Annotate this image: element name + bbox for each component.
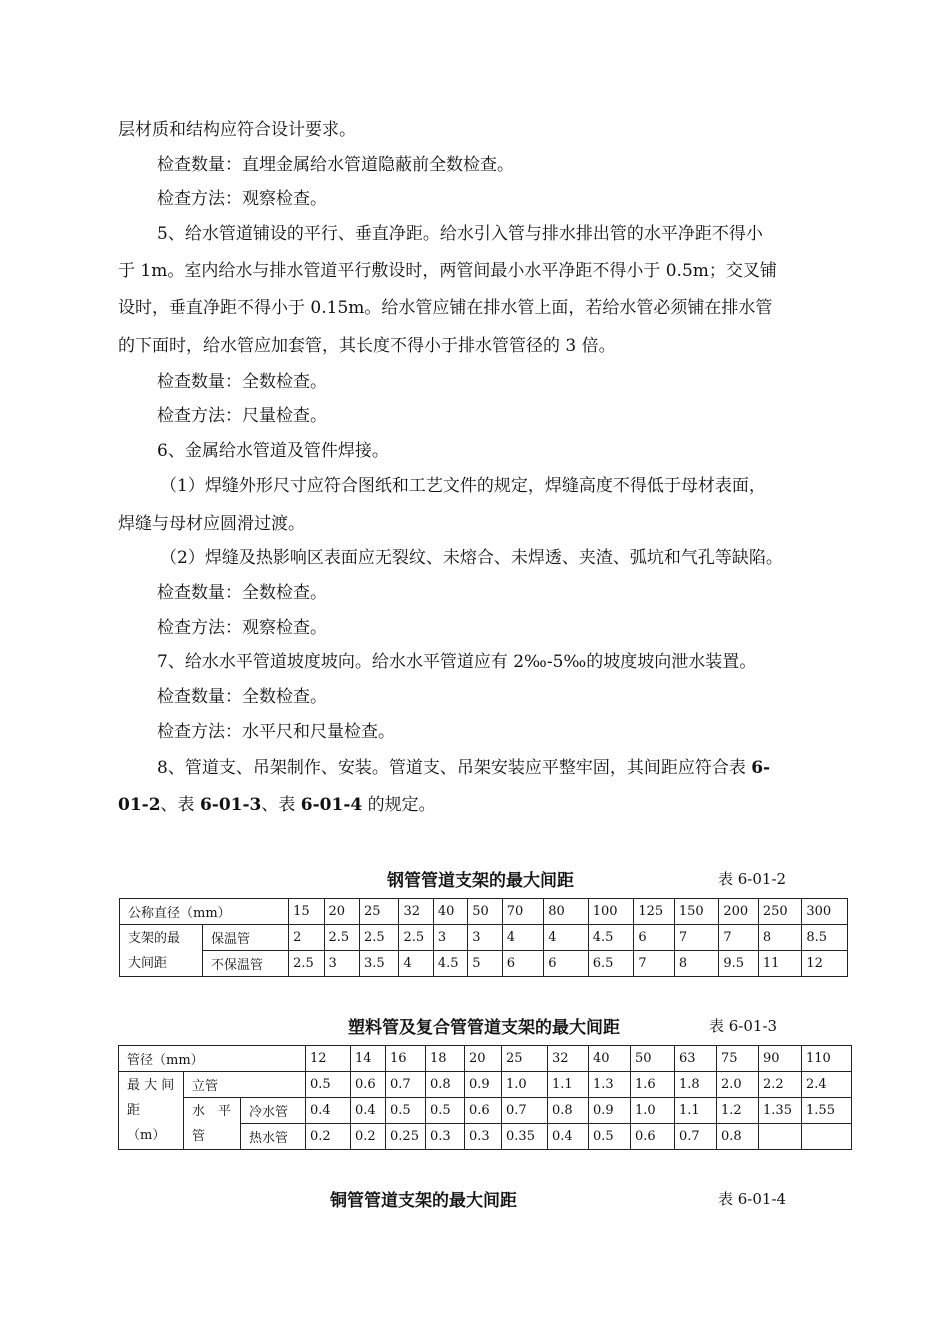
value-cell: 0.5 bbox=[386, 1098, 426, 1124]
paragraph-line: 焊缝与母材应圆滑过渡。 bbox=[118, 514, 305, 534]
value-cell: 4.5 bbox=[588, 925, 634, 951]
size-cell: 32 bbox=[548, 1046, 589, 1072]
paragraph-text: 8、管道支、吊架制作、安装。管道支、吊架安装应平整牢固，其间距应符合表 bbox=[157, 758, 752, 778]
size-cell: 25 bbox=[502, 1046, 548, 1072]
value-cell: 1.1 bbox=[675, 1098, 717, 1124]
row-subgroup-label bbox=[184, 1098, 241, 1150]
value-cell: 4 bbox=[399, 951, 433, 977]
size-cell: 14 bbox=[351, 1046, 386, 1072]
table-number: 表 6-01-4 bbox=[718, 1190, 787, 1208]
value-cell: 6 bbox=[502, 951, 544, 977]
value-cell: 5 bbox=[468, 951, 502, 977]
paragraph-line: 7、给水水平管道坡度坡向。给水水平管道应有 2‰-5‰的坡度坡向泄水装置。 bbox=[157, 652, 757, 672]
value-cell: 2.5 bbox=[289, 951, 324, 977]
value-cell: 0.2 bbox=[306, 1124, 351, 1150]
table-row bbox=[120, 925, 848, 951]
value-cell: 1.6 bbox=[631, 1072, 675, 1098]
value-cell: 1.3 bbox=[589, 1072, 631, 1098]
value-cell: 2.0 bbox=[717, 1072, 759, 1098]
paragraph-line: 检查方法：观察检查。 bbox=[157, 618, 327, 638]
value-cell: 0.25 bbox=[386, 1124, 426, 1150]
value-cell: 2.5 bbox=[399, 925, 433, 951]
value-cell: 3.5 bbox=[359, 951, 398, 977]
value-cell: 4.5 bbox=[433, 951, 467, 977]
value-cell: 2.2 bbox=[759, 1072, 802, 1098]
value-cell: 0.6 bbox=[465, 1098, 502, 1124]
row-group-label-line: 支架的最 bbox=[128, 930, 181, 946]
paragraph-line: 检查数量：全数检查。 bbox=[157, 687, 327, 707]
value-cell: 8 bbox=[674, 951, 719, 977]
row-group-label-line: 距 bbox=[127, 1103, 141, 1118]
value-cell: 2.4 bbox=[802, 1072, 852, 1098]
value-cell: 4 bbox=[544, 925, 589, 951]
table-caption: 钢管管道支架的最大间距 bbox=[387, 871, 574, 891]
paragraph-line: 检查方法：水平尺和尺量检查。 bbox=[157, 722, 395, 742]
row-label: 立管 bbox=[184, 1072, 306, 1098]
paragraph-line: 设时，垂直净距不得小于 0.15m。给水管应铺在排水管上面，若给水管必须铺在排水管 bbox=[118, 298, 773, 318]
paragraph-line: 层材质和结构应符合设计要求。 bbox=[118, 120, 356, 140]
size-cell: 80 bbox=[544, 899, 589, 925]
value-cell: 3 bbox=[324, 951, 359, 977]
row-group-label-line: 最 大 间 bbox=[127, 1078, 175, 1093]
size-cell: 18 bbox=[426, 1046, 465, 1072]
row-label: 保温管 bbox=[203, 925, 289, 951]
value-cell: 6 bbox=[544, 951, 589, 977]
value-cell: 0.5 bbox=[426, 1098, 465, 1124]
paragraph-text: 的规定。 bbox=[362, 795, 436, 815]
row-group-label-line: （m） bbox=[127, 1128, 166, 1143]
row-group-label bbox=[119, 1072, 184, 1150]
value-cell bbox=[759, 1124, 802, 1150]
value-cell: 1.35 bbox=[759, 1098, 802, 1124]
size-cell: 20 bbox=[465, 1046, 502, 1072]
row-subgroup-label-line: 管 bbox=[192, 1128, 206, 1144]
row-group-label-line: 大间距 bbox=[128, 955, 168, 971]
value-cell: 0.6 bbox=[631, 1124, 675, 1150]
size-cell: 25 bbox=[359, 899, 398, 925]
paragraph-line: 检查数量：全数检查。 bbox=[157, 372, 327, 392]
value-cell bbox=[802, 1124, 852, 1150]
size-cell: 12 bbox=[306, 1046, 351, 1072]
table-header-label: 公称直径（mm） bbox=[120, 899, 289, 925]
table-ref: 6-01-3 bbox=[199, 795, 262, 815]
size-cell: 40 bbox=[433, 899, 467, 925]
value-cell: 0.5 bbox=[589, 1124, 631, 1150]
value-cell: 7 bbox=[674, 925, 719, 951]
paragraph-line: 于 1m。室内给水与排水管道平行敷设时，两管间最小水平净距不得小于 0.5m；交叉铺 bbox=[118, 261, 777, 281]
value-cell: 1.8 bbox=[675, 1072, 717, 1098]
value-cell: 0.7 bbox=[675, 1124, 717, 1150]
size-cell: 150 bbox=[674, 899, 719, 925]
value-cell: 0.5 bbox=[306, 1072, 351, 1098]
size-cell: 70 bbox=[502, 899, 544, 925]
row-label: 热水管 bbox=[241, 1124, 306, 1150]
value-cell: 0.9 bbox=[589, 1098, 631, 1124]
paragraph-line: 的下面时，给水管应加套管，其长度不得小于排水管管径的 3 倍。 bbox=[118, 336, 616, 356]
table-ref: 6-01-4 bbox=[300, 795, 363, 815]
value-cell: 3 bbox=[468, 925, 502, 951]
table-row bbox=[119, 1098, 852, 1124]
size-cell: 40 bbox=[589, 1046, 631, 1072]
table-ref: 01-2 bbox=[118, 795, 161, 815]
value-cell: 6.5 bbox=[588, 951, 634, 977]
value-cell: 2 bbox=[289, 925, 324, 951]
paragraph-line: 检查数量：全数检查。 bbox=[157, 583, 327, 603]
table-caption: 塑料管及复合管管道支架的最大间距 bbox=[348, 1018, 620, 1038]
paragraph-line: 6、金属给水管道及管件焊接。 bbox=[157, 441, 389, 461]
table-number: 表 6-01-2 bbox=[718, 870, 787, 888]
value-cell: 0.8 bbox=[426, 1072, 465, 1098]
value-cell: 0.7 bbox=[502, 1098, 548, 1124]
size-cell: 75 bbox=[717, 1046, 759, 1072]
value-cell: 4 bbox=[502, 925, 544, 951]
size-cell: 110 bbox=[802, 1046, 852, 1072]
paragraph-line: 检查数量：直埋金属给水管道隐蔽前全数检查。 bbox=[157, 155, 514, 175]
row-group-label bbox=[120, 925, 203, 977]
table-row bbox=[119, 1072, 852, 1098]
value-cell: 0.4 bbox=[306, 1098, 351, 1124]
value-cell: 2.5 bbox=[324, 925, 359, 951]
size-cell: 125 bbox=[634, 899, 675, 925]
size-cell: 100 bbox=[588, 899, 634, 925]
row-subgroup-label-line: 水 平 bbox=[192, 1103, 232, 1119]
value-cell: 0.35 bbox=[502, 1124, 548, 1150]
value-cell: 0.4 bbox=[351, 1098, 386, 1124]
paragraph-line: 检查方法：观察检查。 bbox=[157, 189, 327, 209]
value-cell: 7 bbox=[719, 925, 758, 951]
size-cell: 300 bbox=[802, 899, 848, 925]
value-cell: 1.55 bbox=[802, 1098, 852, 1124]
table-row bbox=[119, 1046, 852, 1072]
size-cell: 50 bbox=[468, 899, 502, 925]
value-cell: 0.4 bbox=[548, 1124, 589, 1150]
paragraph-line: 5、给水管道铺设的平行、垂直净距。给水引入管与排水排出管的水平净距不得小 bbox=[157, 224, 763, 244]
value-cell: 1.0 bbox=[631, 1098, 675, 1124]
value-cell: 1.1 bbox=[548, 1072, 589, 1098]
paragraph-text: 、表 bbox=[261, 795, 301, 815]
plastic-pipe-support-table bbox=[118, 1045, 852, 1150]
value-cell: 3 bbox=[433, 925, 467, 951]
table-row bbox=[120, 951, 848, 977]
size-cell: 20 bbox=[324, 899, 359, 925]
steel-pipe-support-table bbox=[119, 898, 848, 977]
paragraph-text: 、表 bbox=[160, 795, 200, 815]
value-cell: 0.8 bbox=[717, 1124, 759, 1150]
value-cell: 0.2 bbox=[351, 1124, 386, 1150]
size-cell: 90 bbox=[759, 1046, 802, 1072]
paragraph-line: （1）焊缝外形尺寸应符合图纸和工艺文件的规定，焊缝高度不得低于母材表面， bbox=[160, 476, 766, 496]
table-number: 表 6-01-3 bbox=[709, 1017, 778, 1035]
row-label: 不保温管 bbox=[203, 951, 289, 977]
size-cell: 15 bbox=[289, 899, 324, 925]
value-cell: 7 bbox=[634, 951, 675, 977]
value-cell: 6 bbox=[634, 925, 675, 951]
paragraph-line: （2）焊缝及热影响区表面应无裂纹、未熔合、未焊透、夹渣、弧坑和气孔等缺陷。 bbox=[160, 548, 783, 568]
size-cell: 200 bbox=[719, 899, 758, 925]
size-cell: 63 bbox=[675, 1046, 717, 1072]
size-cell: 50 bbox=[631, 1046, 675, 1072]
size-cell: 16 bbox=[386, 1046, 426, 1072]
value-cell: 9.5 bbox=[719, 951, 758, 977]
table-row bbox=[120, 899, 848, 925]
value-cell: 0.3 bbox=[465, 1124, 502, 1150]
paragraph-line: 检查方法：尺量检查。 bbox=[157, 406, 327, 426]
size-cell: 32 bbox=[399, 899, 433, 925]
value-cell: 0.9 bbox=[465, 1072, 502, 1098]
paragraph-line bbox=[118, 795, 436, 815]
value-cell: 1.2 bbox=[717, 1098, 759, 1124]
value-cell: 11 bbox=[758, 951, 802, 977]
value-cell: 8.5 bbox=[802, 925, 848, 951]
value-cell: 0.8 bbox=[548, 1098, 589, 1124]
table-header-label: 管径（mm） bbox=[119, 1046, 306, 1072]
value-cell: 1.0 bbox=[502, 1072, 548, 1098]
value-cell: 8 bbox=[758, 925, 802, 951]
value-cell: 0.6 bbox=[351, 1072, 386, 1098]
value-cell: 12 bbox=[802, 951, 848, 977]
size-cell: 250 bbox=[758, 899, 802, 925]
paragraph-line bbox=[157, 758, 770, 778]
value-cell: 0.3 bbox=[426, 1124, 465, 1150]
table-ref: 6- bbox=[751, 758, 771, 778]
row-label: 冷水管 bbox=[241, 1098, 306, 1124]
value-cell: 2.5 bbox=[359, 925, 398, 951]
value-cell: 0.7 bbox=[386, 1072, 426, 1098]
table-caption: 铜管管道支架的最大间距 bbox=[330, 1191, 517, 1211]
